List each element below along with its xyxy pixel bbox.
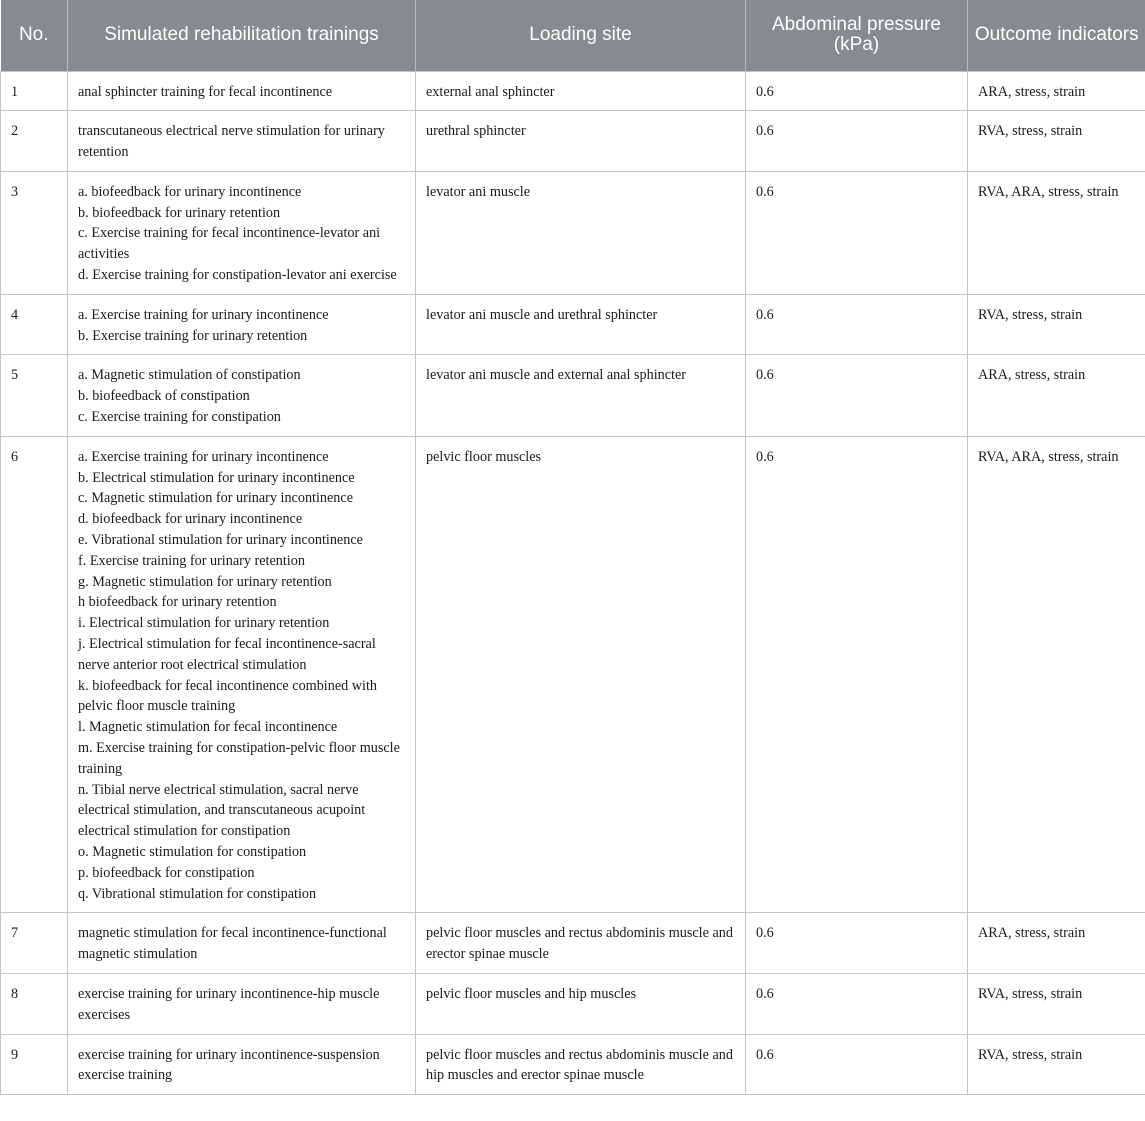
header-trainings: Simulated rehabilitation trainings <box>68 0 416 71</box>
training-item: j. Electrical stimulation for fecal incontinence-sacral nerve anterior root electrical stimulation <box>78 636 376 673</box>
training-item: exercise training for urinary incontinence-suspension exercise training <box>78 1046 380 1084</box>
training-item: m. Exercise training for constipation-pelvic floor muscle training <box>78 740 400 777</box>
training-item: b. biofeedback of constipation <box>78 388 250 405</box>
cell-trainings <box>68 436 416 913</box>
table-row <box>1 355 1145 436</box>
header-no: No. <box>1 0 68 71</box>
cell-outcome-indicators: RVA, ARA, stress, strain <box>968 436 1145 913</box>
cell-no: 9 <box>1 1034 68 1095</box>
cell-trainings <box>68 171 416 294</box>
training-item: a. Magnetic stimulation of constipation <box>78 367 301 384</box>
training-item: c. Exercise training for constipation <box>78 409 281 426</box>
table-row <box>1 294 1145 355</box>
training-item: a. Exercise training for urinary incontinence <box>78 306 329 323</box>
cell-no: 2 <box>1 111 68 172</box>
cell-loading-site: urethral sphincter <box>416 111 746 172</box>
cell-no: 6 <box>1 436 68 913</box>
cell-no: 4 <box>1 294 68 355</box>
cell-trainings <box>68 913 416 974</box>
cell-outcome-indicators: RVA, stress, strain <box>968 111 1145 172</box>
cell-abdominal-pressure: 0.6 <box>746 1034 968 1095</box>
header-loading-site: Loading site <box>416 0 746 71</box>
table-body <box>1 71 1145 1095</box>
cell-abdominal-pressure: 0.6 <box>746 973 968 1034</box>
cell-abdominal-pressure: 0.6 <box>746 294 968 355</box>
training-item: c. Exercise training for fecal incontinence-levator ani activities <box>78 225 381 263</box>
cell-outcome-indicators: RVA, stress, strain <box>968 294 1145 355</box>
cell-outcome-indicators: RVA, stress, strain <box>968 1034 1145 1095</box>
training-item: k. biofeedback for fecal incontinence combined with pelvic floor muscle training <box>78 677 377 715</box>
training-item: o. Magnetic stimulation for constipation <box>78 844 307 860</box>
table-row <box>1 973 1145 1034</box>
table-row <box>1 1034 1145 1095</box>
training-item: p. biofeedback for constipation <box>78 864 255 881</box>
cell-loading-site: levator ani muscle and urethral sphincter <box>416 294 746 355</box>
cell-trainings <box>68 111 416 172</box>
table-row <box>1 111 1145 172</box>
cell-loading-site: levator ani muscle and external anal sphincter <box>416 355 746 436</box>
cell-no: 7 <box>1 913 68 974</box>
table-row <box>1 436 1145 913</box>
training-item: e. Vibrational stimulation for urinary incontinence <box>78 532 363 549</box>
table-row <box>1 913 1145 974</box>
cell-loading-site: levator ani muscle <box>416 171 746 294</box>
training-item: anal sphincter training for fecal incontinence <box>78 83 333 100</box>
cell-abdominal-pressure: 0.6 <box>746 355 968 436</box>
training-item: b. biofeedback for urinary retention <box>78 204 281 221</box>
cell-abdominal-pressure: 0.6 <box>746 913 968 974</box>
cell-loading-site: pelvic floor muscles and rectus abdominis muscle and hip muscles and erector spinae muscle <box>416 1034 746 1095</box>
cell-trainings <box>68 294 416 355</box>
cell-outcome-indicators: RVA, ARA, stress, strain <box>968 171 1145 294</box>
cell-trainings <box>68 355 416 436</box>
cell-no: 8 <box>1 973 68 1034</box>
training-item: l. Magnetic stimulation for fecal incontinence <box>78 719 338 736</box>
training-item: c. Magnetic stimulation for urinary incontinence <box>78 490 353 507</box>
training-item: g. Magnetic stimulation for urinary retention <box>78 573 332 590</box>
training-item: magnetic stimulation for fecal incontinence-functional magnetic stimulation <box>78 925 387 963</box>
training-item: transcutaneous electrical nerve stimulation for urinary retention <box>78 123 385 161</box>
training-item: a. Exercise training for urinary incontinence <box>78 448 329 465</box>
cell-abdominal-pressure: 0.6 <box>746 71 968 111</box>
training-item: exercise training for urinary incontinence-hip muscle exercises <box>78 985 380 1023</box>
cell-abdominal-pressure: 0.6 <box>746 111 968 172</box>
table-row <box>1 171 1145 294</box>
cell-no: 5 <box>1 355 68 436</box>
cell-abdominal-pressure: 0.6 <box>746 436 968 913</box>
training-item: q. Vibrational stimulation for constipation <box>78 885 317 902</box>
training-item: i. Electrical stimulation for urinary retention <box>78 615 330 632</box>
training-item: b. Exercise training for urinary retention <box>78 327 308 344</box>
training-item: h biofeedback for urinary retention <box>78 594 277 611</box>
header-abdominal-pressure: Abdominal pressure (kPa) <box>746 0 968 71</box>
training-item: d. Exercise training for constipation-levator ani exercise <box>78 267 397 284</box>
cell-outcome-indicators: ARA, stress, strain <box>968 355 1145 436</box>
cell-trainings <box>68 1034 416 1095</box>
cell-outcome-indicators: RVA, stress, strain <box>968 973 1145 1034</box>
training-item: f. Exercise training for urinary retention <box>78 552 305 569</box>
cell-no: 1 <box>1 71 68 111</box>
cell-trainings <box>68 973 416 1034</box>
table-row <box>1 71 1145 111</box>
training-item: n. Tibial nerve electrical stimulation, sacral nerve electrical stimulation, and transcutaneous acupoint electrical stimulation for constipation <box>78 781 366 840</box>
cell-outcome-indicators: ARA, stress, strain <box>968 71 1145 111</box>
header-row <box>1 0 1145 71</box>
header-outcome-indicators: Outcome indicators <box>968 0 1145 71</box>
cell-loading-site: pelvic floor muscles and hip muscles <box>416 973 746 1034</box>
training-item: b. Electrical stimulation for urinary incontinence <box>78 469 355 486</box>
training-item: d. biofeedback for urinary incontinence <box>78 511 303 528</box>
cell-loading-site: external anal sphincter <box>416 71 746 111</box>
cell-abdominal-pressure: 0.6 <box>746 171 968 294</box>
cell-no: 3 <box>1 171 68 294</box>
training-item: a. biofeedback for urinary incontinence <box>78 183 302 200</box>
cell-trainings <box>68 71 416 111</box>
cell-outcome-indicators: ARA, stress, strain <box>968 913 1145 974</box>
cell-loading-site: pelvic floor muscles and rectus abdominis muscle and erector spinae muscle <box>416 913 746 974</box>
cell-loading-site: pelvic floor muscles <box>416 436 746 913</box>
